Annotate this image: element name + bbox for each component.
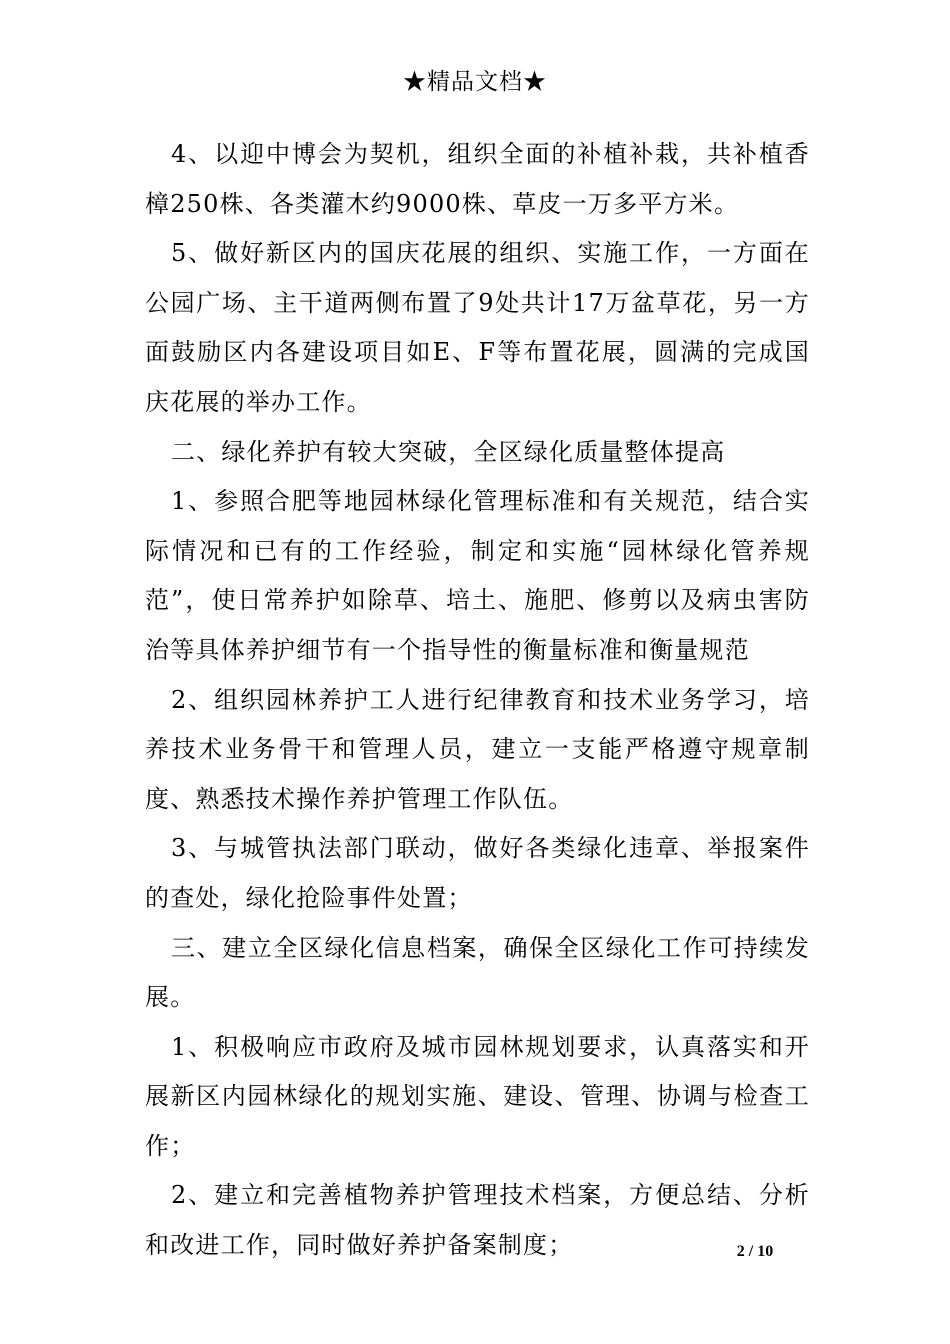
section-heading-2: 二、绿化养护有较大突破，全区绿化质量整体提高: [171, 437, 726, 466]
page-number: 2 / 10: [736, 1243, 774, 1260]
header-title: ★精品文档★: [403, 69, 547, 95]
paragraph-section2-item-3: 3、与城管执法部门联动，做好各类绿化违章、举报案件的查处，绿化抢险事件处置；: [145, 834, 810, 912]
section-heading-3: 三、建立全区绿化信息档案，确保全区绿化工作可持续发展。: [145, 933, 810, 1012]
paragraph-section3-item-1: 1、积极响应市政府及城市园林规划要求，认真落实和开展新区内园林绿化的规划实施、建设、管理、协调与检查工作；: [145, 1032, 810, 1160]
paragraph-item-5: 5、做好新区内的国庆花展的组织、实施工作，一方面在公园广场、主干道两侧布置了9处共计17万盆草花，另一方面鼓励区内各建设项目如E、F等布置花展，圆满的完成国庆花展的举办工作。: [145, 239, 810, 416]
page-header: [0, 66, 950, 98]
paragraph-section2-item-1: 1、参照合肥等地园林绿化管理标准和有关规范，结合实际情况和已有的工作经验，制定和实施“园林绿化管养规范”，使日常养护如除草、培土、施肥、修剪以及病虫害防治等具体养护细节有一个指导性的衡量标准和衡量规范: [145, 487, 810, 664]
paragraph-section2-item-2: 2、组织园林养护工人进行纪律教育和技术业务学习，培养技术业务骨干和管理人员，建立一支能严格遵守规章制度、熟悉技术操作养护管理工作队伍。: [145, 685, 810, 813]
page-footer: [700, 1243, 810, 1261]
paragraph-section3-item-2: 2、建立和完善植物养护管理技术档案，方便总结、分析和改进工作，同时做好养护备案制度；: [145, 1181, 810, 1260]
document-body: [145, 130, 810, 1271]
paragraph-item-4: 4、以迎中博会为契机，组织全面的补植补栽，共补植香樟250株、各类灌木约9000株、草皮一万多平方米。: [145, 140, 810, 218]
